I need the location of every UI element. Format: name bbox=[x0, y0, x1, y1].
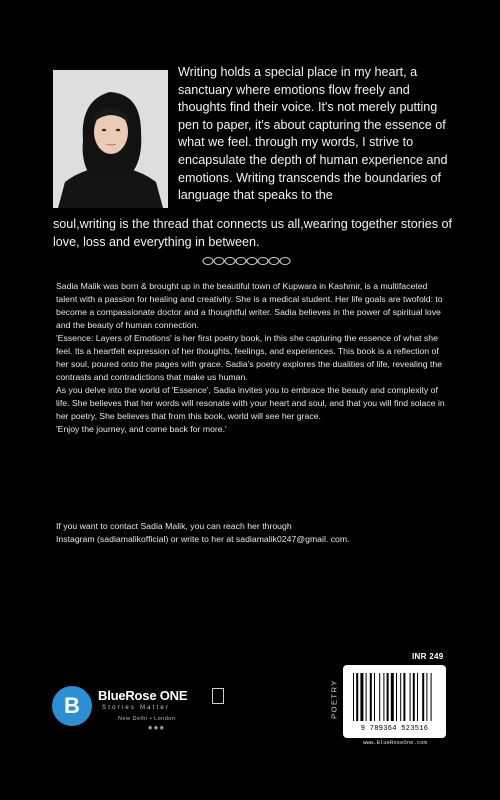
barcode-bar bbox=[422, 673, 424, 721]
barcode-bar bbox=[426, 673, 427, 721]
isbn-number: 9 789364 523516 bbox=[360, 725, 429, 733]
publisher-tagline: Stories Matter bbox=[102, 705, 171, 711]
barcode-bar bbox=[410, 673, 411, 721]
bio-paragraph: As you delve into the world of 'Essence', Sadia invites you to embrace the beauty and complexity of life. She believes that her words will resonate with your heart and soul, and that you will find solace in her poetry. She believes that from this book, world will see her grace. bbox=[56, 385, 445, 421]
barcode-bar bbox=[413, 673, 415, 721]
publisher-name: BlueRose ONE bbox=[98, 688, 188, 703]
author-photo bbox=[53, 70, 168, 208]
social-icons: ◉ ◉ ◉ bbox=[148, 725, 164, 731]
price-label: INR 249 bbox=[412, 652, 444, 661]
barcode-bar bbox=[396, 673, 397, 721]
publisher-website: www.BlueRoseOne.com bbox=[363, 739, 427, 746]
ornament-divider bbox=[202, 254, 298, 266]
publisher-logo-icon: B bbox=[52, 686, 92, 726]
publisher-locations: New Delhi • London bbox=[118, 716, 176, 722]
publisher-logo bbox=[52, 684, 232, 734]
bio-paragraph: 'Enjoy the journey, and come back for more.' bbox=[56, 424, 227, 434]
barcode-bar bbox=[403, 673, 405, 721]
contact-line: If you want to contact Sadia Malik, you can reach her through bbox=[56, 521, 292, 531]
barcode-bar bbox=[360, 673, 363, 721]
genre-label: POETRY bbox=[329, 679, 339, 719]
barcode-bar bbox=[387, 673, 389, 721]
publisher-badge bbox=[212, 688, 224, 704]
barcode-bar bbox=[379, 673, 380, 721]
barcode-bar bbox=[353, 673, 354, 721]
bio-paragraph: 'Essence: Layers of Emotions' is her first poetry book, in this she capturing the essence of what she feel. Its a heartfelt expression of her thoughts, feelings, and experiences. This book is a reflection of her soul, poured onto the pages with grace. Sadia's poetry explores the dualities of life, revealing the contrasts and contradictions that make us human. bbox=[56, 333, 443, 382]
contact-line: Instagram (sadiamalikofficial) or write to her at sadiamalik0247@gmail. com. bbox=[56, 534, 350, 544]
barcode-bar bbox=[356, 673, 358, 721]
barcode-bar bbox=[366, 673, 367, 721]
barcode-bar bbox=[383, 673, 384, 721]
barcode-bar bbox=[400, 673, 401, 721]
intro-text: Writing holds a special place in my heart, a sanctuary where emotions flow freely and thoughts find their voice. It's not merely putting pen to paper, it's about capturing the essence of what we feel. through my words, I strive to encapsulate the depth of human experience and emotions. Writing transcends the boundaries of language that speaks to the bbox=[178, 65, 448, 203]
barcode-bar bbox=[417, 673, 418, 721]
barcode-bar bbox=[391, 673, 394, 721]
contact-info bbox=[56, 520, 448, 546]
intro-text-continued: soul,writing is the thread that connects us all,wearing together stories of love, loss and everything in between. bbox=[53, 217, 453, 249]
bio-paragraph: Sadia Malik was born & brought up in the beautiful town of Kupwara in Kashmir, is a multifaceted talent with a passion for healing and creativity. She is a medical student. Her life goals are twofold: to become a compassionate doctor and a thoughtful writer. Sadia believes in the power of spiritual love and the beauty of human connection. bbox=[56, 281, 443, 330]
barcode-bar bbox=[370, 673, 372, 721]
author-bio bbox=[56, 280, 448, 436]
barcode-bar bbox=[374, 673, 375, 721]
barcode-bar bbox=[431, 673, 432, 721]
isbn-barcode bbox=[343, 665, 446, 738]
